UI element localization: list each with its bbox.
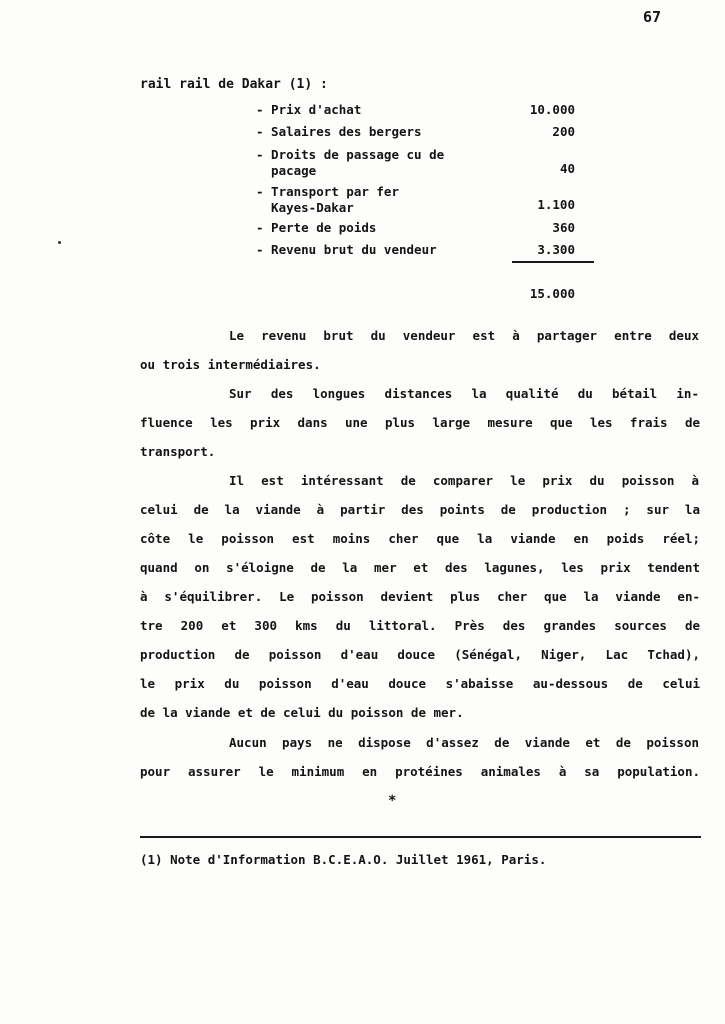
total-value: 15.000 <box>529 286 575 301</box>
paragraph-line: de la viande et de celui du poisson de mer. <box>140 705 464 720</box>
cost-label: - Perte de poids <box>256 220 377 235</box>
paragraph-line: Aucun pays ne dispose d'assez de viande et de poisson <box>229 735 699 750</box>
cost-value: 360 <box>552 220 575 235</box>
cost-label: - Revenu brut du vendeur <box>256 242 437 257</box>
paragraph-line: ou trois intermédiaires. <box>140 357 321 372</box>
paragraph-line: production de poisson d'eau douce (Sénégal, Niger, Lac Tchad), <box>140 647 700 662</box>
footnote-rule <box>140 836 701 838</box>
paragraph-line: à s'équilibrer. Le poisson devient plus cher que la viande en- <box>140 589 700 604</box>
page-number: 67 <box>643 8 662 26</box>
footnote: (1) Note d'Information B.C.E.A.O. Juillet 1961, Paris. <box>140 852 547 867</box>
paragraph-line: Le revenu brut du vendeur est à partager entre deux <box>229 328 699 343</box>
paragraph-line: fluence les prix dans une plus large mesure que les frais de <box>140 415 700 430</box>
paragraph-line: Sur des longues distances la qualité du bétail in- <box>229 386 699 401</box>
paragraph-line: tre 200 et 300 kms du littoral. Près des grandes sources de <box>140 618 700 633</box>
intro-line: rail rail de Dakar (1) : <box>140 77 328 92</box>
cost-value: 1.100 <box>537 197 575 212</box>
scan-speck <box>58 241 61 244</box>
paragraph-line: celui de la viande à partir des points de production ; sur la <box>140 502 700 517</box>
cost-value: 200 <box>552 124 575 139</box>
cost-label: - Prix d'achat <box>256 102 362 117</box>
paragraph-line: Il est intéressant de comparer le prix du poisson à <box>229 473 699 488</box>
cost-breakdown-list <box>0 0 725 320</box>
paragraph-line: le prix du poisson d'eau douce s'abaisse au-dessous de celui <box>140 676 700 691</box>
cost-value: 3.300 <box>537 242 575 257</box>
sum-rule <box>512 261 594 263</box>
paragraph-line: pour assurer le minimum en protéines animales à sa population. <box>140 764 700 779</box>
paragraph-line: transport. <box>140 444 216 459</box>
cost-label: - Transport par fer Kayes-Dakar <box>256 184 399 215</box>
section-asterisk: * <box>388 793 397 809</box>
paragraph-line: quand on s'éloigne de la mer et des lagunes, les prix tendent <box>140 560 700 575</box>
cost-value: 10.000 <box>529 102 575 117</box>
cost-label: - Salaires des bergers <box>256 124 422 139</box>
paragraph-line: côte le poisson est moins cher que la viande en poids réel; <box>140 531 700 546</box>
cost-value: 40 <box>559 161 575 176</box>
cost-label: - Droits de passage cu de pacage <box>256 147 445 178</box>
